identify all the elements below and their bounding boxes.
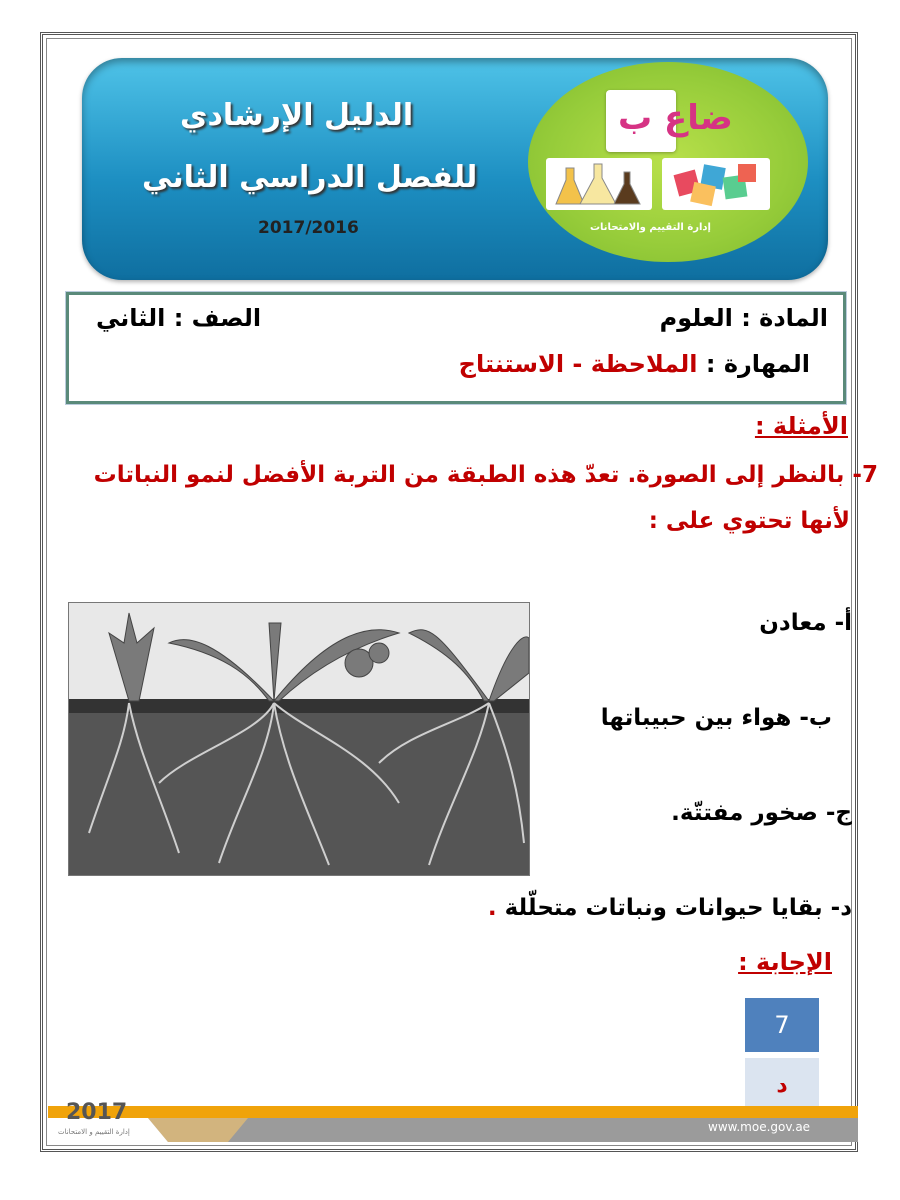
department-label: إدارة التقييم والامتحانات bbox=[590, 222, 711, 233]
semester-title: للفصل الدراسي الثاني bbox=[142, 160, 478, 195]
subject-label: المادة : العلوم bbox=[659, 304, 828, 332]
option-b: ب- هواء بين حبيباتها bbox=[600, 705, 832, 731]
answer-heading: الإجابة : bbox=[738, 948, 832, 976]
skill-label: المهارة : bbox=[697, 350, 810, 378]
option-c: ج- صخور مفتتّة. bbox=[671, 800, 852, 826]
skill-line bbox=[459, 350, 810, 378]
option-d-line bbox=[488, 895, 852, 921]
math-cubes-image bbox=[662, 158, 770, 210]
answer-question-number: 7 bbox=[745, 998, 819, 1052]
footer-year: 2017 bbox=[66, 1100, 128, 1125]
guide-title: الدليل الإرشادي bbox=[180, 98, 414, 133]
question-text: 7- بالنظر إلى الصورة. تعدّ هذه الطبقة من التربة الأفضل لنمو النباتات bbox=[93, 462, 878, 488]
logo-icon: ضاع ب bbox=[618, 98, 733, 138]
footer-url[interactable]: www.moe.gov.ae bbox=[708, 1120, 811, 1134]
soil-roots-image bbox=[68, 602, 530, 876]
examples-heading: الأمثلة : bbox=[754, 412, 848, 440]
lab-flasks-image bbox=[546, 158, 652, 210]
option-d-dot: . bbox=[487, 895, 497, 921]
option-d: د- بقايا حيوانات ونباتات متحلّلة bbox=[504, 895, 852, 921]
option-a: أ- معادن bbox=[759, 610, 852, 636]
question-text-continued: لأنها تحتوي على : bbox=[648, 508, 850, 534]
grade-label: الصف : الثاني bbox=[96, 304, 262, 332]
academic-year: 2017/2016 bbox=[258, 218, 359, 238]
footer-department: إدارة التقييم و الامتحانات bbox=[58, 1128, 130, 1136]
answer-value: د bbox=[745, 1058, 819, 1112]
skill-value: الملاحظة - الاستنتاج bbox=[458, 350, 698, 378]
